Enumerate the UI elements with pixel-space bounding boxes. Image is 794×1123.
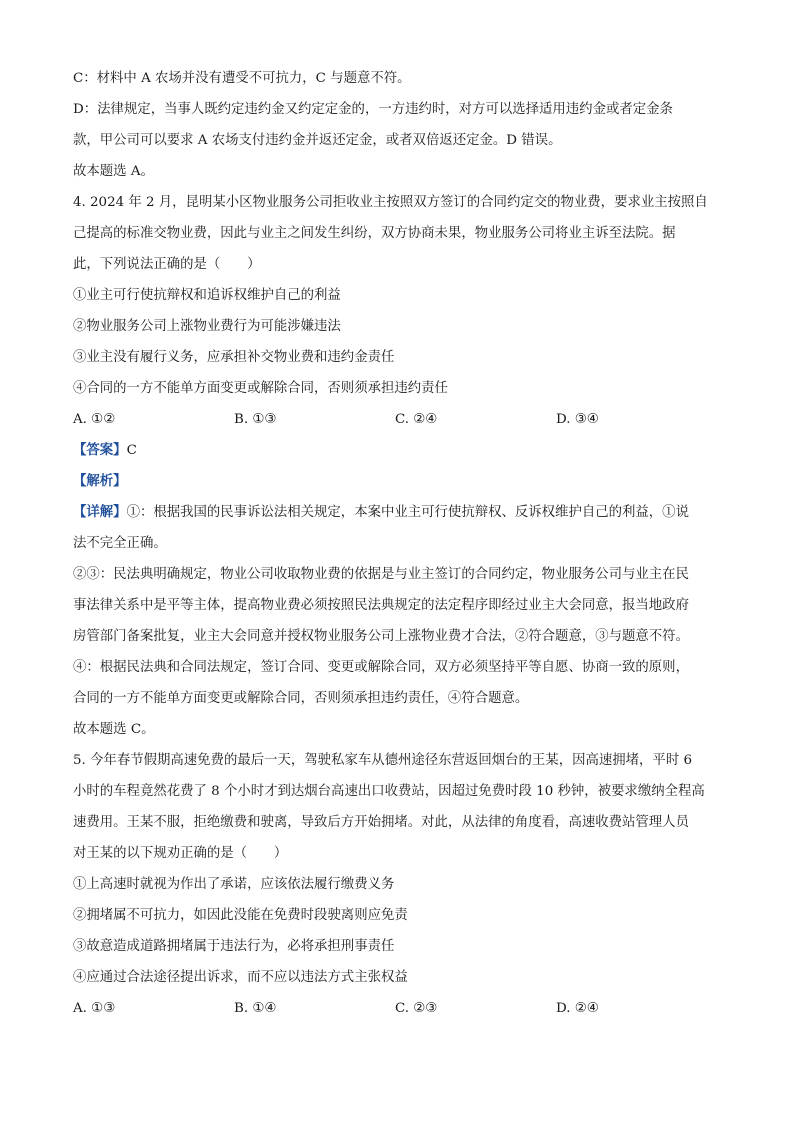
q4-option-c: C. ②④ xyxy=(395,412,438,427)
q4-option-d: D. ③④ xyxy=(556,412,599,427)
q4-statement-1: ①业主可行使抗辩权和追诉权维护自己的利益 xyxy=(73,288,341,303)
q4-detail-3a: ④：根据民法典和合同法规定，签订合同、变更或解除合同，双方必须坚持平等自愿、协商一致的原则， xyxy=(73,660,689,675)
q4-detail-2c: 房管部门备案批复，业主大会同意并授权物业服务公司上涨物业费才合法，②符合题意，③与题意不符。 xyxy=(73,629,689,644)
q4-statement-3: ③业主没有履行义务，应承担补交物业费和违约金责任 xyxy=(73,350,395,365)
q5-statement-4: ④应通过合法途径提出诉求，而不应以违法方式主张权益 xyxy=(73,970,408,985)
q5-stem-line3: 速费用。王某不服，拒绝缴费和驶离，导致后方开始拥堵。对此，从法律的角度看，高速收费站管理人员 xyxy=(73,815,689,830)
answer-tag: 【答案】 xyxy=(73,442,127,458)
analysis-tag: 【解析】 xyxy=(73,473,127,489)
q4-conclusion: 故本题选 C。 xyxy=(73,722,155,737)
q4-option-a: A. ①② xyxy=(73,412,116,427)
q4-option-b: B. ①③ xyxy=(234,412,277,427)
q5-options xyxy=(73,993,725,1024)
prev-option-d-explanation-line1: D：法律规定，当事人既约定违约金又约定定金的，一方违约时，对方可以选择适用违约金或者定金条 xyxy=(73,102,673,117)
q4-detail-3b: 合同的一方不能单方面变更或解除合同，否则须承担违约责任，④符合题意。 xyxy=(73,691,529,706)
q4-options xyxy=(73,404,725,435)
q5-statement-2: ②拥堵属不可抗力，如因此没能在免费时段驶离则应免责 xyxy=(73,908,408,923)
q4-detail-2a: ②③：民法典明确规定，物业公司收取物业费的依据是与业主签订的合同约定，物业服务公司与业主在民 xyxy=(73,567,689,582)
prev-option-c-explanation: C：材料中 A 农场并没有遭受不可抗力，C 与题意不符。 xyxy=(73,71,411,86)
q5-option-a: A. ①③ xyxy=(73,1001,116,1016)
q4-analysis xyxy=(73,466,725,497)
answer-value: C xyxy=(126,443,137,458)
q4-stem-line2: 己提高的标准交物业费，因此与业主之间发生纠纷，双方协商未果，物业服务公司将业主诉至法院。据 xyxy=(73,226,676,241)
q4-detail-1a-text: ①：根据我国的民事诉讼法相关规定，本案中业主可行使抗辩权、反诉权维护自己的利益，①说 xyxy=(126,505,689,520)
q5-option-d: D. ②④ xyxy=(556,1001,599,1016)
document-content xyxy=(73,63,725,1024)
detail-tag: 【详解】 xyxy=(73,504,127,520)
q4-stem-line1: 4. 2024 年 2 月，昆明某小区物业服务公司拒收业主按照双方签订的合同约定交的物业费，要求业主按照自 xyxy=(73,195,708,210)
q4-statement-4: ④合同的一方不能单方面变更或解除合同，否则须承担违约责任 xyxy=(73,381,448,396)
q5-stem-line4: 对王某的以下规劝正确的是（ ） xyxy=(73,846,288,861)
q5-statement-3: ③故意造成道路拥堵属于违法行为，必将承担刑事责任 xyxy=(73,939,395,954)
q4-stem-line3: 此，下列说法正确的是（ ） xyxy=(73,257,261,272)
q5-stem-line2: 小时的车程竟然花费了 8 个小时才到达烟台高速出口收费站，因超过免费时段 10 秒钟，被要求缴纳全程高 xyxy=(73,784,705,799)
prev-conclusion: 故本题选 A。 xyxy=(73,164,154,179)
q4-answer xyxy=(73,435,725,466)
q5-statement-1: ①上高速时就视为作出了承诺，应该依法履行缴费义务 xyxy=(73,877,395,892)
q5-option-b: B. ①④ xyxy=(234,1001,277,1016)
q4-detail-1b: 法不完全正确。 xyxy=(73,536,167,551)
q4-statement-2: ②物业服务公司上涨物业费行为可能涉嫌违法 xyxy=(73,319,341,334)
q4-detail-1a xyxy=(73,497,725,528)
q5-option-c: C. ②③ xyxy=(395,1001,438,1016)
q4-detail-2b: 事法律关系中是平等主体，提高物业费必须按照民法典规定的法定程序即经过业主大会同意，报当地政府 xyxy=(73,598,689,613)
prev-option-d-explanation-line2: 款，甲公司可以要求 A 农场支付违约金并返还定金，或者双倍返还定金。D 错误。 xyxy=(73,133,562,148)
q5-stem-line1: 5. 今年春节假期高速免费的最后一天，驾驶私家车从德州途径东营返回烟台的王某，因高速拥堵，平时 6 xyxy=(73,753,692,768)
